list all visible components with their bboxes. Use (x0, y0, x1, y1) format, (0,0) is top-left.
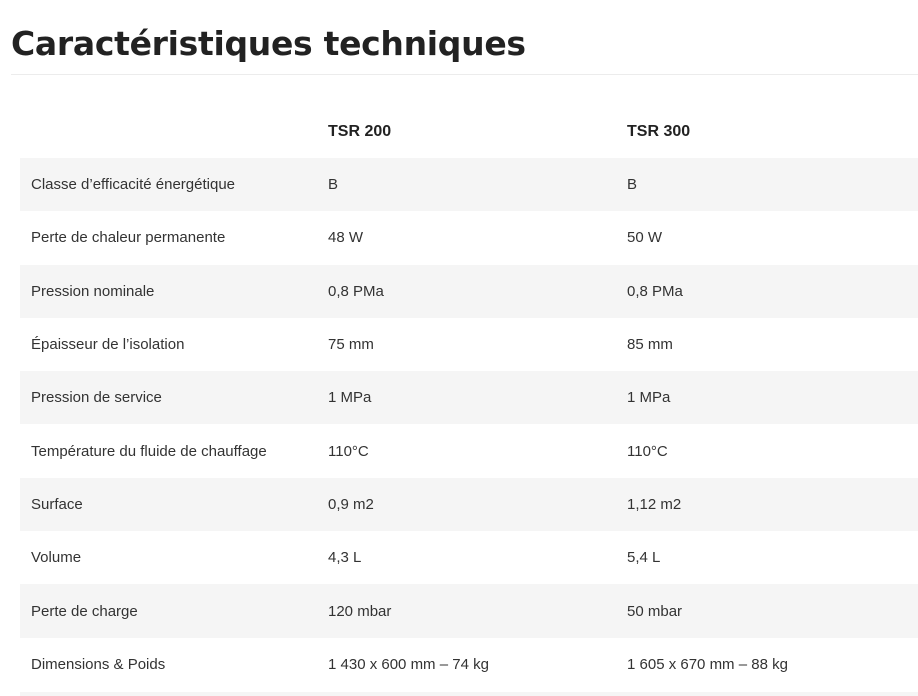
row-value-tsr300: B (627, 176, 638, 194)
table-row (20, 318, 918, 371)
row-value-tsr300: 85 mm (627, 336, 673, 354)
specs-table (20, 106, 918, 691)
table-row (20, 478, 918, 531)
row-label: Perte de chaleur permanente (31, 229, 226, 247)
page-title: Caractéristiques techniques (11, 24, 526, 63)
row-label: Pression nominale (31, 282, 155, 300)
row-value-tsr200: 120 mbar (328, 602, 392, 620)
table-row (20, 531, 918, 584)
row-value-tsr300: 1 605 x 670 mm – 88 kg (627, 655, 788, 673)
row-value-tsr300: 5,4 L (627, 549, 661, 567)
table-row (20, 638, 918, 691)
title-divider (11, 74, 918, 75)
row-label: Température du fluide de chauffage (31, 442, 267, 460)
row-value-tsr300: 0,8 PMa (627, 282, 683, 300)
header-tsr200: TSR 200 (328, 123, 392, 140)
row-value-tsr200: 75 mm (328, 336, 374, 354)
row-value-tsr200: 0,8 PMa (328, 282, 384, 300)
row-value-tsr300: 50 mbar (627, 602, 683, 620)
row-label: Perte de charge (31, 602, 138, 620)
row-value-tsr300: 1,12 m2 (627, 495, 682, 513)
row-label: Épaisseur de l’isolation (31, 336, 185, 354)
table-header-row (20, 106, 918, 158)
row-value-tsr200: B (328, 176, 339, 194)
row-label: Volume (31, 549, 82, 567)
row-value-tsr200: 48 W (328, 229, 364, 247)
row-label: Classe d’efficacité énergétique (31, 176, 236, 194)
table-row (20, 158, 918, 211)
header-tsr300: TSR 300 (627, 123, 691, 140)
row-value-tsr200: 4,3 L (328, 549, 362, 567)
row-value-tsr200: 110°C (328, 442, 369, 460)
row-value-tsr300: 50 W (627, 229, 663, 247)
row-label: Dimensions & Poids (31, 655, 166, 673)
table-bottom-band (20, 692, 918, 696)
table-row (20, 265, 918, 318)
row-value-tsr200: 1 MPa (328, 389, 372, 407)
row-label: Surface (31, 495, 83, 513)
row-value-tsr300: 110°C (627, 442, 668, 460)
row-value-tsr200: 0,9 m2 (328, 495, 374, 513)
row-label: Pression de service (31, 389, 162, 407)
table-row (20, 211, 918, 264)
row-value-tsr200: 1 430 x 600 mm – 74 kg (328, 655, 489, 673)
table-row (20, 371, 918, 424)
row-value-tsr300: 1 MPa (627, 389, 671, 407)
table-row (20, 424, 918, 477)
table-row (20, 584, 918, 637)
